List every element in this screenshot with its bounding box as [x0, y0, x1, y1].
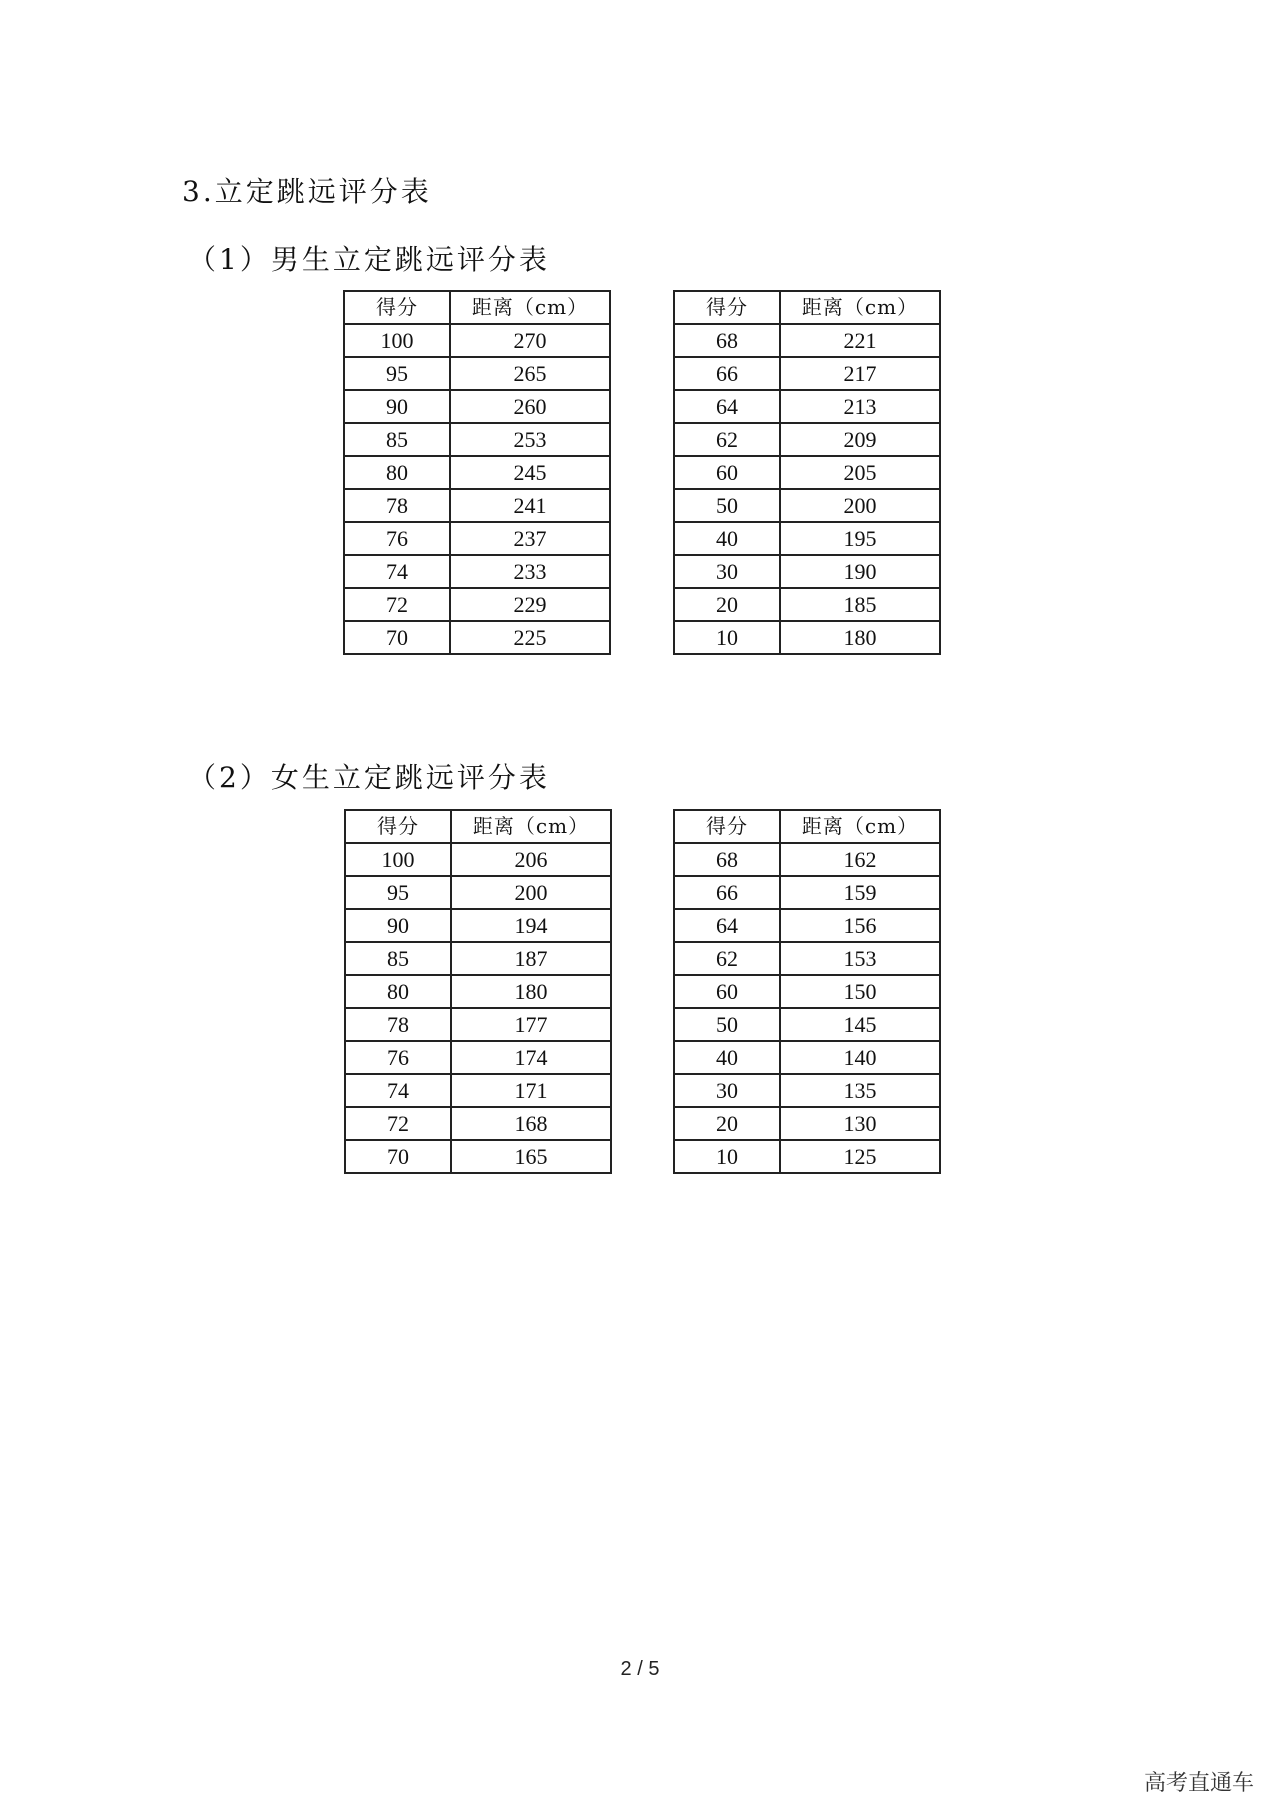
distance-cell: 168 [451, 1107, 611, 1140]
distance-cell: 190 [780, 555, 940, 588]
score-cell: 70 [345, 1140, 451, 1173]
score-cell: 95 [345, 876, 451, 909]
distance-cell: 213 [780, 390, 940, 423]
score-cell: 50 [674, 1008, 780, 1041]
distance-cell: 165 [451, 1140, 611, 1173]
score-column-header: 得分 [345, 810, 451, 843]
score-cell: 10 [674, 1140, 780, 1173]
score-cell: 70 [344, 621, 450, 654]
distance-cell: 245 [450, 456, 610, 489]
score-cell: 60 [674, 456, 780, 489]
table-row [674, 1140, 940, 1173]
watermark: 高考直通车 [1143, 1771, 1254, 1796]
score-cell: 90 [344, 390, 450, 423]
distance-cell: 200 [451, 876, 611, 909]
boys-score-table-left [343, 290, 611, 655]
distance-cell: 177 [451, 1008, 611, 1041]
table-row [345, 1140, 611, 1173]
score-cell: 10 [674, 621, 780, 654]
table-row [674, 1008, 940, 1041]
score-cell: 62 [674, 423, 780, 456]
table-row [674, 357, 940, 390]
score-column-header: 得分 [344, 291, 450, 324]
table-row [674, 909, 940, 942]
score-column-header: 得分 [674, 810, 780, 843]
score-cell: 78 [345, 1008, 451, 1041]
distance-cell: 140 [780, 1041, 940, 1074]
table-row [345, 1074, 611, 1107]
score-cell: 40 [674, 522, 780, 555]
score-cell: 30 [674, 1074, 780, 1107]
score-cell: 90 [345, 909, 451, 942]
distance-cell: 225 [450, 621, 610, 654]
table-row [344, 522, 610, 555]
distance-cell: 265 [450, 357, 610, 390]
distance-cell: 150 [780, 975, 940, 1008]
table-row [344, 456, 610, 489]
table-row [674, 588, 940, 621]
distance-cell: 180 [780, 621, 940, 654]
distance-column-header: 距离（cm） [451, 810, 611, 843]
distance-cell: 217 [780, 357, 940, 390]
distance-cell: 205 [780, 456, 940, 489]
distance-cell: 185 [780, 588, 940, 621]
table-row [674, 390, 940, 423]
distance-cell: 125 [780, 1140, 940, 1173]
boys-table-title: （1）男生立定跳远评分表 [188, 243, 550, 276]
score-cell: 74 [345, 1074, 451, 1107]
table-row [344, 489, 610, 522]
table-header-row [345, 810, 611, 843]
table-row [674, 1041, 940, 1074]
distance-cell: 162 [780, 843, 940, 876]
distance-column-header: 距离（cm） [780, 291, 940, 324]
table-row [345, 942, 611, 975]
score-cell: 66 [674, 357, 780, 390]
score-cell: 30 [674, 555, 780, 588]
table-row [345, 1008, 611, 1041]
score-cell: 64 [674, 909, 780, 942]
distance-cell: 233 [450, 555, 610, 588]
distance-cell: 194 [451, 909, 611, 942]
distance-cell: 153 [780, 942, 940, 975]
score-cell: 68 [674, 324, 780, 357]
score-cell: 85 [344, 423, 450, 456]
table-row [345, 876, 611, 909]
score-cell: 66 [674, 876, 780, 909]
distance-cell: 270 [450, 324, 610, 357]
distance-cell: 174 [451, 1041, 611, 1074]
table-row [674, 324, 940, 357]
distance-cell: 180 [451, 975, 611, 1008]
distance-cell: 145 [780, 1008, 940, 1041]
score-cell: 68 [674, 843, 780, 876]
distance-column-header: 距离（cm） [450, 291, 610, 324]
score-cell: 72 [344, 588, 450, 621]
score-cell: 40 [674, 1041, 780, 1074]
table-row [344, 357, 610, 390]
table-row [674, 942, 940, 975]
score-cell: 80 [345, 975, 451, 1008]
table-row [344, 324, 610, 357]
girls-table-title: （2）女生立定跳远评分表 [188, 761, 550, 794]
distance-cell: 159 [780, 876, 940, 909]
table-row [345, 975, 611, 1008]
table-row [345, 843, 611, 876]
table-row [674, 555, 940, 588]
section-title: 3.立定跳远评分表 [182, 175, 432, 208]
score-cell: 50 [674, 489, 780, 522]
score-column-header: 得分 [674, 291, 780, 324]
table-row [674, 843, 940, 876]
score-cell: 72 [345, 1107, 451, 1140]
distance-cell: 253 [450, 423, 610, 456]
score-cell: 60 [674, 975, 780, 1008]
score-cell: 74 [344, 555, 450, 588]
table-row [344, 588, 610, 621]
distance-cell: 241 [450, 489, 610, 522]
distance-cell: 156 [780, 909, 940, 942]
table-row [674, 1107, 940, 1140]
distance-cell: 237 [450, 522, 610, 555]
table-row [345, 909, 611, 942]
distance-cell: 260 [450, 390, 610, 423]
distance-cell: 200 [780, 489, 940, 522]
table-row [344, 621, 610, 654]
table-row [674, 1074, 940, 1107]
score-cell: 100 [344, 324, 450, 357]
table-row [674, 621, 940, 654]
table-header-row [674, 291, 940, 324]
table-row [345, 1107, 611, 1140]
distance-cell: 187 [451, 942, 611, 975]
table-row [344, 423, 610, 456]
distance-cell: 221 [780, 324, 940, 357]
score-cell: 20 [674, 588, 780, 621]
table-row [674, 522, 940, 555]
table-header-row [344, 291, 610, 324]
score-cell: 76 [344, 522, 450, 555]
score-cell: 62 [674, 942, 780, 975]
page-number: 2 / 5 [620, 1658, 660, 1680]
table-header-row [674, 810, 940, 843]
distance-cell: 171 [451, 1074, 611, 1107]
distance-cell: 206 [451, 843, 611, 876]
table-row [674, 975, 940, 1008]
table-row [674, 423, 940, 456]
distance-column-header: 距离（cm） [780, 810, 940, 843]
table-row [674, 456, 940, 489]
score-cell: 95 [344, 357, 450, 390]
table-row [344, 390, 610, 423]
table-row [344, 555, 610, 588]
score-cell: 100 [345, 843, 451, 876]
table-row [345, 1041, 611, 1074]
score-cell: 64 [674, 390, 780, 423]
table-row [674, 876, 940, 909]
distance-cell: 229 [450, 588, 610, 621]
score-cell: 85 [345, 942, 451, 975]
score-cell: 76 [345, 1041, 451, 1074]
girls-score-table-right [673, 809, 941, 1174]
boys-score-table-right [673, 290, 941, 655]
distance-cell: 135 [780, 1074, 940, 1107]
distance-cell: 195 [780, 522, 940, 555]
score-cell: 78 [344, 489, 450, 522]
table-row [674, 489, 940, 522]
score-cell: 20 [674, 1107, 780, 1140]
distance-cell: 130 [780, 1107, 940, 1140]
score-cell: 80 [344, 456, 450, 489]
girls-score-table-left [344, 809, 612, 1174]
distance-cell: 209 [780, 423, 940, 456]
